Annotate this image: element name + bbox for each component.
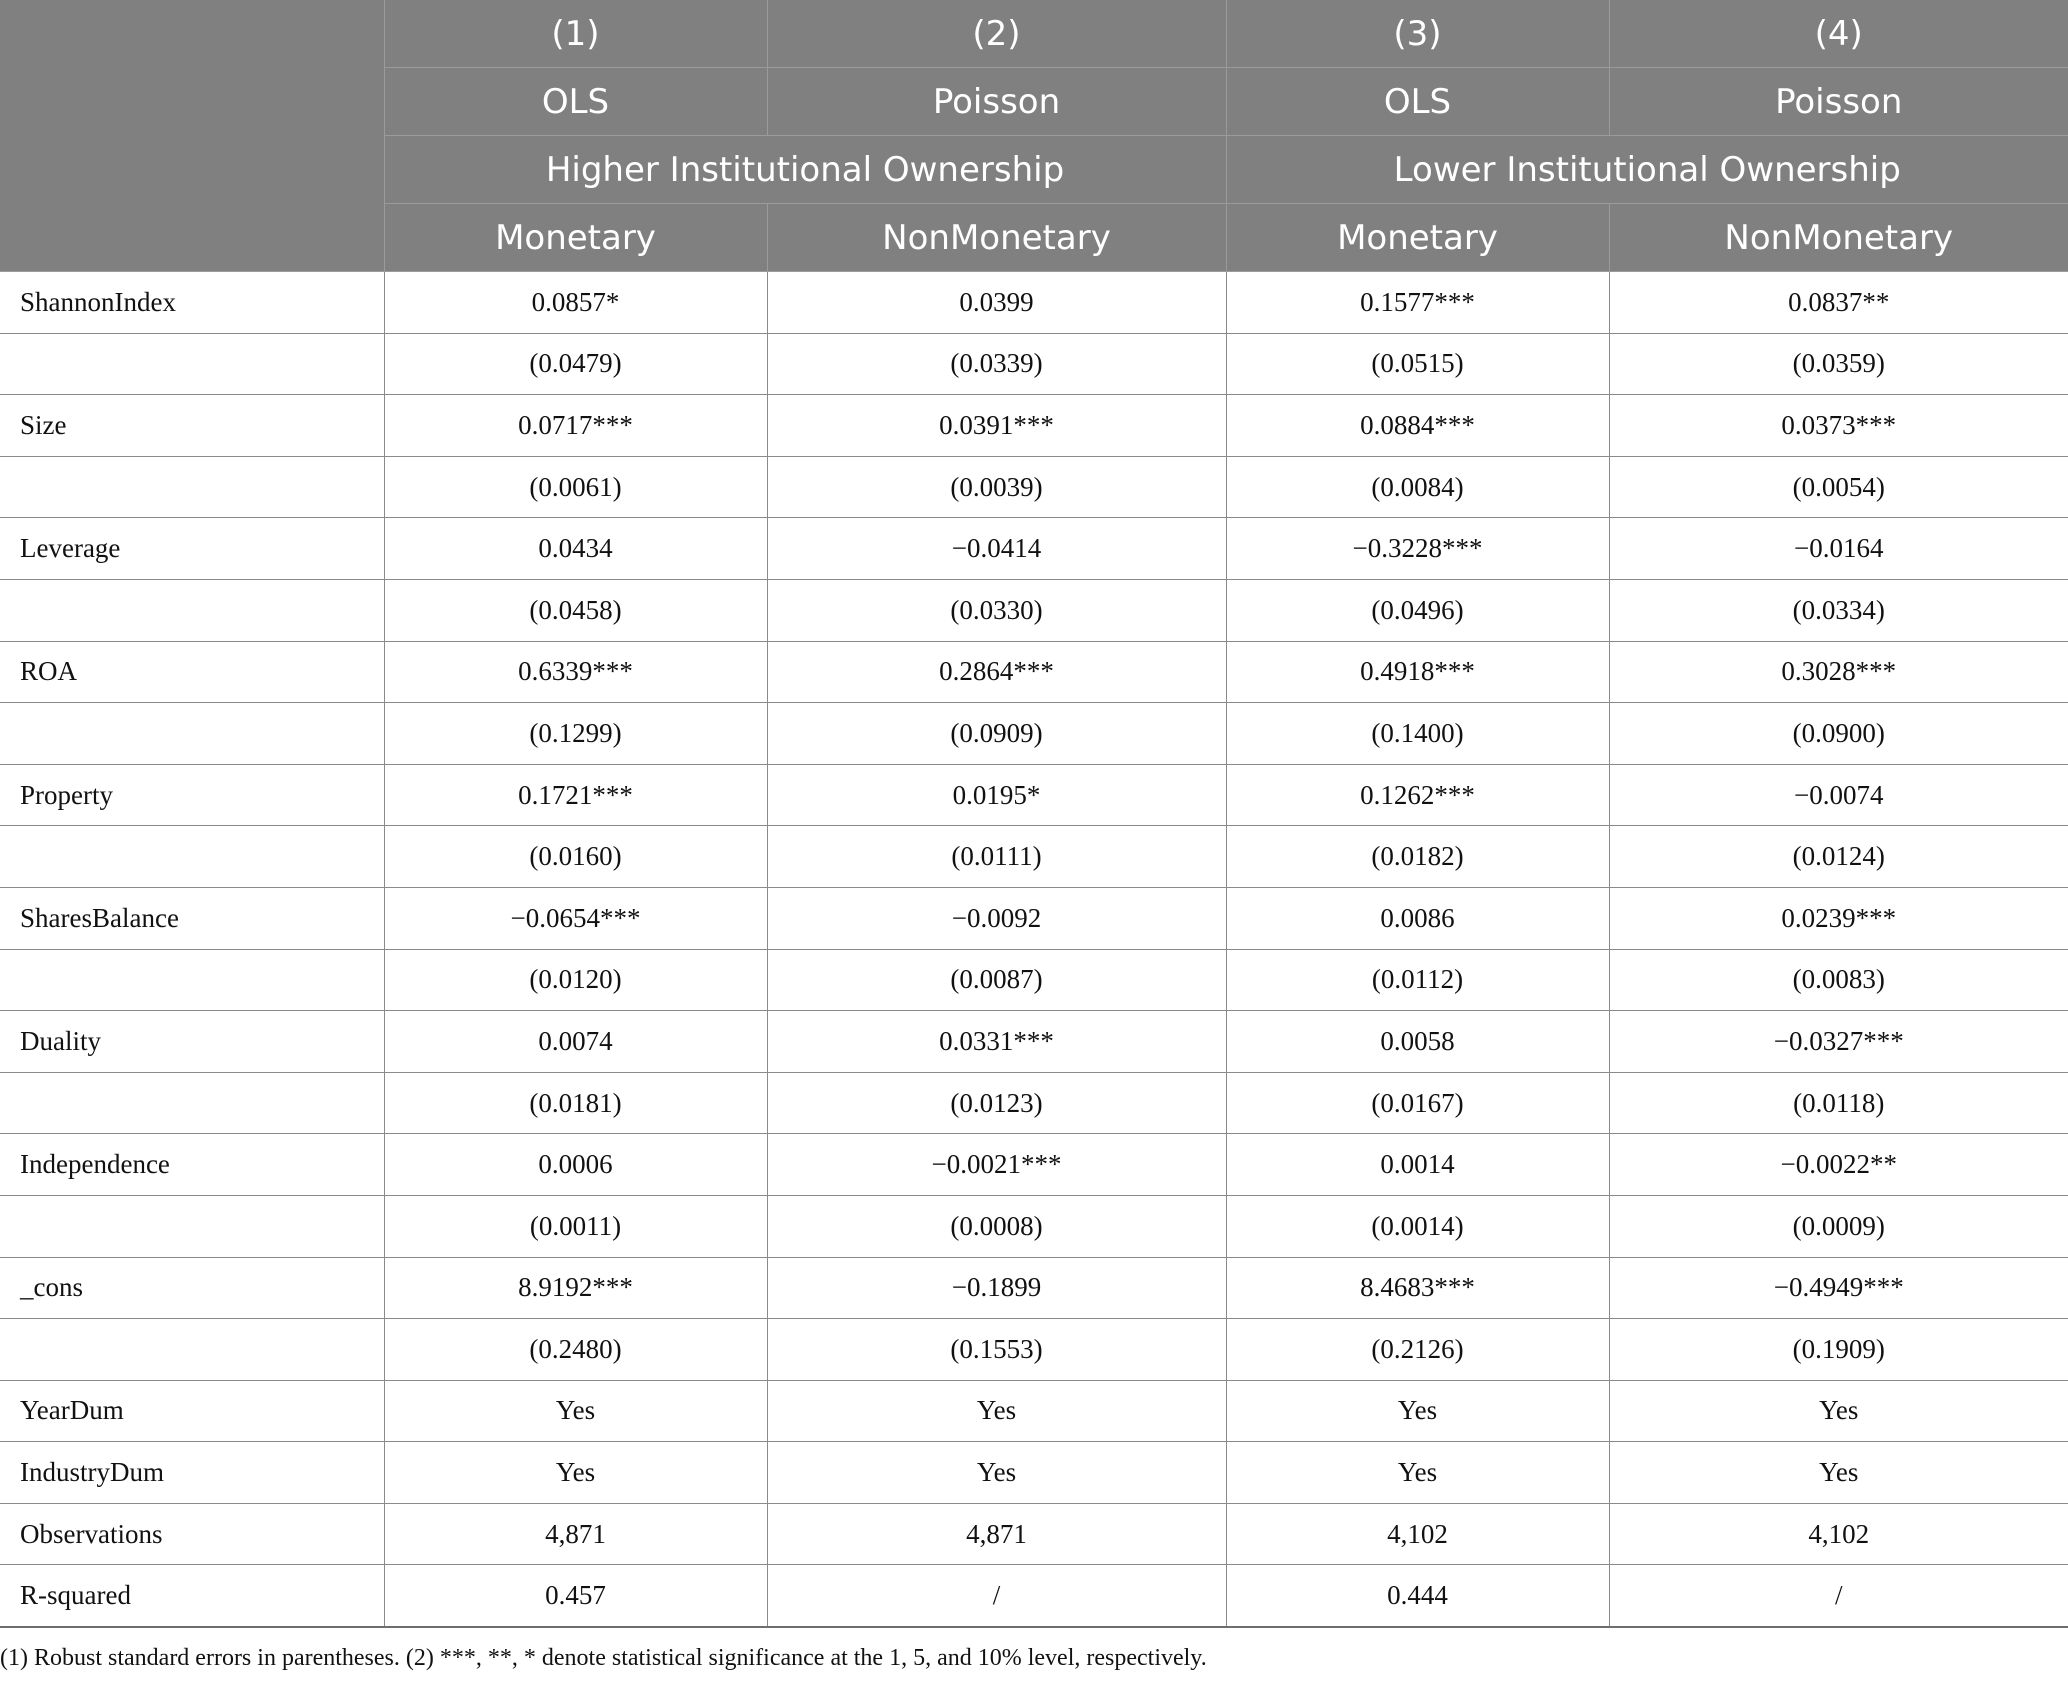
table-cell: 0.0373***	[1609, 395, 2068, 457]
table-cell: 0.0434	[384, 518, 767, 580]
dependent-4: NonMonetary	[1609, 204, 2068, 272]
table-row	[0, 1565, 2068, 1627]
table-row	[0, 703, 2068, 765]
row-label: Property	[0, 764, 384, 826]
dependent-2: NonMonetary	[767, 204, 1226, 272]
table-cell: (0.0330)	[767, 579, 1226, 641]
table-cell: (0.0900)	[1609, 703, 2068, 765]
table-cell: (0.0479)	[384, 333, 767, 395]
row-label: Size	[0, 395, 384, 457]
table-cell: 0.0717***	[384, 395, 767, 457]
table-cell: 0.0014	[1226, 1134, 1609, 1196]
table-cell: −0.0327***	[1609, 1011, 2068, 1073]
row-label	[0, 703, 384, 765]
header-corner-cell	[0, 0, 384, 272]
table-cell: Yes	[767, 1442, 1226, 1504]
table-row	[0, 641, 2068, 703]
dependent-3: Monetary	[1226, 204, 1609, 272]
table-cell: 0.6339***	[384, 641, 767, 703]
row-label: Leverage	[0, 518, 384, 580]
table-cell: 0.0857*	[384, 272, 767, 334]
col-number-2: (2)	[767, 0, 1226, 68]
table-cell: 4,102	[1226, 1503, 1609, 1565]
table-cell: (0.0120)	[384, 949, 767, 1011]
table-row	[0, 456, 2068, 518]
row-label: SharesBalance	[0, 887, 384, 949]
table-row	[0, 1134, 2068, 1196]
dependent-1: Monetary	[384, 204, 767, 272]
method-3: OLS	[1226, 68, 1609, 136]
table-row	[0, 826, 2068, 888]
table-cell: −0.3228***	[1226, 518, 1609, 580]
table-cell: (0.0515)	[1226, 333, 1609, 395]
table-cell: −0.0092	[767, 887, 1226, 949]
table-cell: −0.0074	[1609, 764, 2068, 826]
table-cell: (0.1909)	[1609, 1319, 2068, 1381]
row-label	[0, 1319, 384, 1381]
row-label	[0, 456, 384, 518]
table-row	[0, 579, 2068, 641]
table-row	[0, 887, 2068, 949]
table-body	[0, 272, 2068, 1628]
table-cell: (0.0909)	[767, 703, 1226, 765]
row-label: ShannonIndex	[0, 272, 384, 334]
table-cell: (0.0087)	[767, 949, 1226, 1011]
row-label	[0, 949, 384, 1011]
method-1: OLS	[384, 68, 767, 136]
table-cell: 0.0195*	[767, 764, 1226, 826]
table-cell: 0.4918***	[1226, 641, 1609, 703]
row-label: _cons	[0, 1257, 384, 1319]
table-cell: Yes	[1226, 1442, 1609, 1504]
table-cell: /	[1609, 1565, 2068, 1627]
table-cell: (0.0014)	[1226, 1195, 1609, 1257]
table-cell: (0.0008)	[767, 1195, 1226, 1257]
row-label	[0, 579, 384, 641]
table-row	[0, 272, 2068, 334]
table-cell: −0.0022**	[1609, 1134, 2068, 1196]
table-cell: (0.0334)	[1609, 579, 2068, 641]
table-cell: (0.2126)	[1226, 1319, 1609, 1381]
table-cell: (0.0111)	[767, 826, 1226, 888]
row-label: IndustryDum	[0, 1442, 384, 1504]
table-cell: 4,871	[767, 1503, 1226, 1565]
table-cell: 8.9192***	[384, 1257, 767, 1319]
table-row	[0, 1380, 2068, 1442]
table-cell: (0.0084)	[1226, 456, 1609, 518]
table-cell: −0.0654***	[384, 887, 767, 949]
table-cell: (0.0339)	[767, 333, 1226, 395]
col-number-3: (3)	[1226, 0, 1609, 68]
table-cell: (0.0458)	[384, 579, 767, 641]
table-cell: (0.0118)	[1609, 1072, 2068, 1134]
table-cell: 0.0837**	[1609, 272, 2068, 334]
method-2: Poisson	[767, 68, 1226, 136]
table-cell: (0.0009)	[1609, 1195, 2068, 1257]
row-label	[0, 1072, 384, 1134]
table-cell: (0.0181)	[384, 1072, 767, 1134]
table-row	[0, 1011, 2068, 1073]
table-cell: 0.1721***	[384, 764, 767, 826]
table-cell: Yes	[384, 1442, 767, 1504]
table-cell: Yes	[1226, 1380, 1609, 1442]
table-cell: −0.1899	[767, 1257, 1226, 1319]
table-cell: Yes	[1609, 1380, 2068, 1442]
table-cell: (0.0054)	[1609, 456, 2068, 518]
table-cell: 0.457	[384, 1565, 767, 1627]
table-cell: (0.1299)	[384, 703, 767, 765]
table-row	[0, 1442, 2068, 1504]
table-cell: (0.0167)	[1226, 1072, 1609, 1134]
table-cell: −0.4949***	[1609, 1257, 2068, 1319]
table-cell: (0.0039)	[767, 456, 1226, 518]
table-cell: (0.0061)	[384, 456, 767, 518]
table-cell: (0.0496)	[1226, 579, 1609, 641]
col-number-1: (1)	[384, 0, 767, 68]
row-label: R-squared	[0, 1565, 384, 1627]
row-label: ROA	[0, 641, 384, 703]
table-row	[0, 1319, 2068, 1381]
table-row	[0, 949, 2068, 1011]
table-cell: 0.0331***	[767, 1011, 1226, 1073]
table-cell: 0.0074	[384, 1011, 767, 1073]
method-4: Poisson	[1609, 68, 2068, 136]
table-cell: (0.0359)	[1609, 333, 2068, 395]
row-label: Observations	[0, 1503, 384, 1565]
table-cell: (0.0123)	[767, 1072, 1226, 1134]
table-cell: 0.1262***	[1226, 764, 1609, 826]
table-row	[0, 1072, 2068, 1134]
table-cell: 0.0239***	[1609, 887, 2068, 949]
row-label: Independence	[0, 1134, 384, 1196]
table-cell: (0.1400)	[1226, 703, 1609, 765]
table-cell: (0.0124)	[1609, 826, 2068, 888]
table-cell: Yes	[767, 1380, 1226, 1442]
row-label: Duality	[0, 1011, 384, 1073]
table-cell: /	[767, 1565, 1226, 1627]
table-cell: −0.0164	[1609, 518, 2068, 580]
row-label	[0, 826, 384, 888]
table-cell: 0.0391***	[767, 395, 1226, 457]
row-label	[0, 333, 384, 395]
table-cell: 4,102	[1609, 1503, 2068, 1565]
table-cell: 8.4683***	[1226, 1257, 1609, 1319]
table-row	[0, 395, 2068, 457]
header-row-col-numbers	[0, 0, 2068, 68]
row-label: YearDum	[0, 1380, 384, 1442]
table-cell: (0.0112)	[1226, 949, 1609, 1011]
table-cell: 0.444	[1226, 1565, 1609, 1627]
group-higher-ownership: Higher Institutional Ownership	[384, 136, 1226, 204]
table-cell: (0.2480)	[384, 1319, 767, 1381]
table-row	[0, 764, 2068, 826]
table-cell: (0.0160)	[384, 826, 767, 888]
table-cell: 0.0058	[1226, 1011, 1609, 1073]
table-cell: 0.3028***	[1609, 641, 2068, 703]
table-row	[0, 333, 2068, 395]
table-cell: 0.0086	[1226, 887, 1609, 949]
table-cell: 0.0006	[384, 1134, 767, 1196]
table-cell: 0.1577***	[1226, 272, 1609, 334]
table-row	[0, 1195, 2068, 1257]
col-number-4: (4)	[1609, 0, 2068, 68]
table-cell: (0.1553)	[767, 1319, 1226, 1381]
table-cell: 4,871	[384, 1503, 767, 1565]
table-cell: (0.0083)	[1609, 949, 2068, 1011]
row-label	[0, 1195, 384, 1257]
table-row	[0, 518, 2068, 580]
table-header	[0, 0, 2068, 272]
table-cell: −0.0021***	[767, 1134, 1226, 1196]
table-cell: −0.0414	[767, 518, 1226, 580]
table-cell: (0.0011)	[384, 1195, 767, 1257]
table-cell: 0.0399	[767, 272, 1226, 334]
table-row	[0, 1503, 2068, 1565]
table-footnote: (1) Robust standard errors in parentheses. (2) ***, **, * denote statistical significance at the 1, 5, and 10% level, respectively.	[0, 1645, 1207, 1671]
group-lower-ownership: Lower Institutional Ownership	[1226, 136, 2068, 204]
table-cell: Yes	[1609, 1442, 2068, 1504]
table-cell: 0.0884***	[1226, 395, 1609, 457]
table-cell: Yes	[384, 1380, 767, 1442]
table-row	[0, 1257, 2068, 1319]
table-cell: 0.2864***	[767, 641, 1226, 703]
table-cell: (0.0182)	[1226, 826, 1609, 888]
